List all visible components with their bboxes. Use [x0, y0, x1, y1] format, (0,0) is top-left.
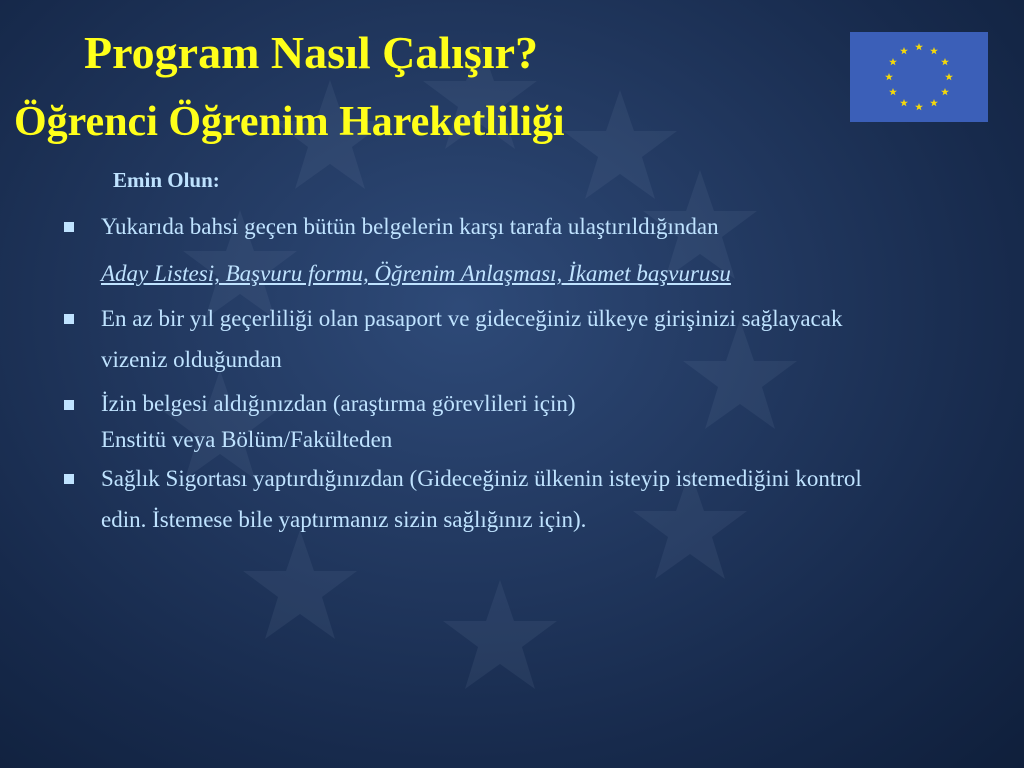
bullet-text: Yukarıda bahsi geçen bütün belgelerin karşı tarafa ulaştırıldığından — [101, 214, 719, 239]
list-item — [60, 206, 880, 247]
square-bullet-icon — [64, 314, 74, 324]
slide-title: Program Nasıl Çalışır? — [84, 27, 538, 78]
bullet-text: En az bir yıl geçerliliği olan pasaport ve gideceğiniz ülkeye girişinizi sağlayacak vizeniz olduğundan — [101, 306, 843, 372]
bullet-text: Sağlık Sigortası yaptırdığınızdan (Gideceğiniz ülkenin isteyip istemediğini kontrol edin. İstemese bile yaptırmanız sizin sağlığınız için). — [101, 466, 862, 532]
bullet-text-line1: İzin belgesi aldığınızdan (araştırma görevlileri için) — [101, 391, 576, 416]
square-bullet-icon — [64, 400, 74, 410]
bullet-list — [60, 206, 880, 540]
slide-subtitle: Öğrenci Öğrenim Hareketliliği — [14, 99, 565, 145]
square-bullet-icon — [64, 222, 74, 232]
list-item — [60, 386, 880, 458]
bullet-text-line2: Enstitü veya Bölüm/Fakülteden — [101, 427, 393, 452]
square-bullet-icon — [64, 474, 74, 484]
list-item — [60, 458, 880, 540]
list-item — [60, 298, 880, 380]
eu-flag-icon — [850, 32, 988, 122]
subheading: Emin Olun: — [113, 168, 220, 192]
documents-list: Aday Listesi, Başvuru formu, Öğrenim Anlaşması, İkamet başvurusu — [101, 261, 731, 286]
